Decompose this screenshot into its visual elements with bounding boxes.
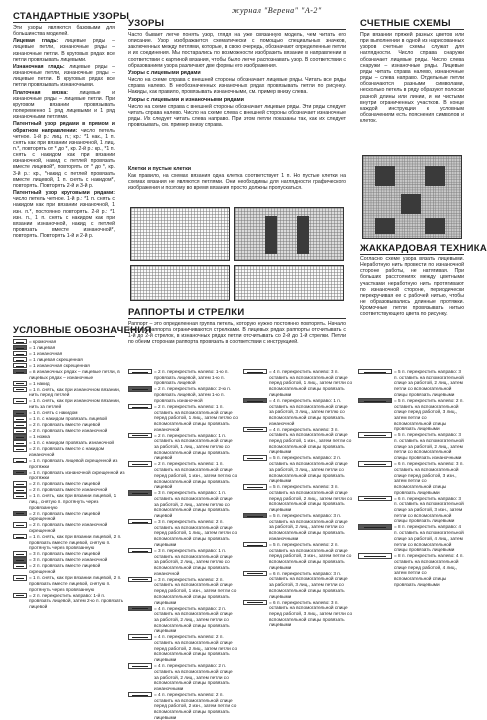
stitch-symbol-icon: [13, 422, 27, 427]
legend-row: [243, 571, 353, 600]
stitch-symbol-icon: [358, 398, 392, 403]
stitch-symbol-icon: [243, 427, 267, 432]
cells-paragraph: Как правило, на схемах вязания одна клетка соответствует 1 п. Но пустые клетки на схемах вязания не являются петлями. Они необходимы для наглядности графического изображения и поэтому во время вязания просто должны пропускаться.: [128, 173, 346, 192]
stitch-symbol-icon: [243, 484, 267, 489]
repeats-heading: РАППОРТЫ И СТРЕЛКИ: [128, 307, 245, 318]
legend-row: [128, 386, 238, 403]
stitch-symbol-icon: [358, 553, 392, 558]
legend-row: [358, 369, 465, 398]
legend-row: [128, 433, 238, 462]
knit-purl-example-chart: [234, 207, 344, 261]
stitch-symbol-icon: [128, 692, 152, 697]
stitch-symbol-icon: [358, 524, 392, 529]
stitch-symbol-icon: [13, 369, 27, 374]
chart-motif: [375, 218, 395, 234]
jacquard-text: Согласно схеме узора вязать лицевыми. Неработную нить провести по изнаночной стороне работы, не натягивая. При больших расстояниях между цветными участками неработную нить протягивают по изнаночной стороне, периодически перекручивая ее с рабочей нитью, чтобы не образовывались длинные протяжки. Кромочные петли провязывать нитью соответствующего цвета по рисунку.: [360, 256, 464, 318]
patent-round-paragraph: Патентный узор круговыми рядами: число петель четное. 1-й р.: *1 п. снять с накидом как при вязании изнаночной, 1 изн. п.*, постоянно повторять. 2-й р.: *1 изн. п., 1 п. снять с накидом как при вязании изнаночной, накид с петлей провязать вместе изнаночной*, повторять. Повторять 1-й и 2-й р.: [13, 190, 115, 240]
stitch-symbol-icon: [13, 522, 27, 527]
legend-row: [13, 398, 125, 409]
legend-row: [13, 458, 125, 469]
legend-row: [13, 522, 125, 533]
legend-row: [128, 606, 238, 635]
legend-text: = 2 п. провязать вместе лицевой: [29, 481, 101, 487]
heading-rule: [13, 22, 115, 23]
stitch-symbol-icon: [13, 470, 27, 475]
chart-motif: [425, 166, 445, 186]
stitch-symbol-icon: [128, 548, 152, 553]
legend-text: = 3 п. перекрестить направо: 1 п. оставить на вспомогательной спице за работой, 2 лиц., затем петлю со вспомогательной спицы провязать лицевой: [154, 490, 233, 519]
legend-row: [243, 484, 353, 513]
stitch-symbol-icon: [13, 428, 27, 433]
legend-row: [243, 455, 353, 484]
legend-row: [358, 496, 465, 525]
legend-row: [128, 548, 238, 577]
legend-row: [358, 524, 465, 553]
legend-row: [128, 404, 238, 433]
stitch-symbol-icon: [128, 461, 152, 466]
legend-text: = 6 п. перекрестить налево: 3 п. оставить на вспомогательной спице перед работой, 3 изн., затем петли со вспомогательной спицы провязать лицевыми: [394, 461, 464, 495]
legend-text: = 6 п. перекрестить налево: 3 п. оставить на вспомогательной спице перед работой, 3 лиц., затем петли со вспомогательной спицы провязать лицевыми: [269, 599, 353, 628]
legend-row: [13, 593, 125, 610]
chart-motif: [375, 166, 395, 186]
stitch-symbol-icon: [243, 369, 267, 374]
legend-text: = 2 п. провязать вместе лицевой скрещенной: [29, 563, 101, 575]
legend-text: = 8 п. перекрестить налево: 4 п. оставить на вспомогательной спице перед работой, 4 лиц., затем петли со вспомогательной спицы провязать лицевыми: [394, 553, 464, 587]
intro-paragraph: Эти узоры являются базовыми для большинства моделей.: [13, 25, 115, 38]
stitch-symbol-icon: [13, 446, 27, 451]
legend-text: = 5 п. перекрестить направо: 3 п. оставить на вспомогательной спице за работой, 2 лиц., затем петли со вспомогательной спицы провязать лицевыми: [394, 369, 464, 397]
legend-text: = 2 п. перекрестить налево: 1-ю п. провязать лицевой, затем 1-ю п. провязать лицевой: [154, 369, 229, 386]
legend-text: = кромочная: [29, 339, 57, 344]
legend-text: = 1 п. провязать лицевой скрещенной из протяжки: [29, 457, 118, 469]
legend-text: = 1 п. снять, как при вязании лицевой, 1 лиц., снятую п. протянуть через провязанную: [29, 493, 117, 510]
legend-text: = 6 п. перекрестить направо: 3 п. оставить на вспомогательной спице за работой, 3 лиц., затем петли со вспомогательной спицы провязать лицевыми: [269, 570, 348, 599]
legend-row: [243, 542, 353, 571]
legend-text: = 2 п. перекрестить направо: 1 п. оставить на вспомогательной спице за работой, 1 лиц., затем петлю со вспомогательной спицы провязать лицевой: [154, 432, 233, 461]
stitch-symbol-icon: [128, 433, 152, 438]
stitch-symbol-icon: [13, 363, 27, 368]
stitch-symbol-icon: [243, 455, 267, 460]
legend-row: [128, 577, 238, 606]
heading-rule: [360, 29, 464, 30]
chart-motif: [401, 194, 421, 214]
patterns-intro: Часто бывает легче понять узор, глядя на уже связанную модель, чем читать его описание. Узор изображается схематически с помощью специальных значков, заключенных между петлями, которые, в свою очередь, обозначают определенные петли и их соединения. Мы постарались по возможности изобразить вязание в направлении в соответствии с картиной вязания, чтобы было легче распознавать узор. В соответствии с образованием узора различают две формы его изображения.: [128, 32, 346, 69]
stockinette-paragraph: Лицевая гладь: лицевые ряды – лицевые петли, изнаночные ряды – изнаночные петли. В круговых рядах все петли провязывать лицевыми.: [13, 38, 115, 63]
legend-text: = 1 накид: [29, 380, 50, 386]
legend-text: = 4 п. перекрестить налево: 2 п. оставить на вспомогательной спице перед работой, 2 лиц., затем петли со вспомогательной спицы провязать лицевыми: [154, 634, 238, 663]
stitch-symbol-icon: [13, 357, 27, 362]
legend-row: [358, 461, 465, 495]
legend-text: = 5 п. перекрестить направо: 2 п. оставить на вспомогательной спице за работой, 3 лиц., затем петли со вспомогательной спицы провязать лицевыми: [269, 455, 348, 484]
stitch-symbol-icon: [128, 404, 152, 409]
legend-text: = 1 лицевая скрещенная: [29, 357, 83, 362]
legend-row: [13, 534, 125, 551]
stitch-symbol-icon: [13, 381, 27, 386]
stitch-symbol-icon: [13, 534, 27, 539]
legend-row: [128, 663, 238, 692]
legend-row: [128, 461, 238, 490]
jacquard-chart: [362, 155, 462, 239]
legend-text: = 4 п. перекрестить налево: 3 п. оставить на вспомогательной спице перед работой, 1 лиц., затем петли со вспомогательной спицы провязать лицевыми: [269, 369, 353, 397]
legend-row: [13, 416, 125, 422]
stitch-symbol-icon: [358, 369, 392, 374]
legend-row: [13, 434, 125, 440]
legend-text: = в изнаночных рядах – лицевые петли, в лицевых рядах – изнаночные: [29, 369, 120, 380]
stitch-symbol-icon: [128, 519, 152, 524]
legend-text: = 1 п. с накидом провязать лицевой: [29, 416, 107, 422]
standard-patterns-text: [13, 25, 115, 302]
legend-text: = 5 п. перекрестить налево: 2 п. оставить на вспомогательной спице перед работой, 3 лиц., затем петли со вспомогательной спицы провязать лицевыми: [394, 397, 464, 432]
stitch-symbol-icon: [13, 458, 27, 463]
stitch-symbol-icon: [13, 493, 27, 498]
cells-text: [128, 166, 346, 203]
legend-row: [13, 575, 125, 592]
stitch-symbol-icon: [13, 345, 27, 350]
legend-row: [13, 351, 125, 357]
legend-text: = 3 п. провязать вместе лицевой: [29, 551, 101, 557]
legend-text: = 2 п. перекрестить налево: 1 п. оставить на вспомогательной спице перед работой, 1 изн., затем петлю со вспомогательной спицы провязать лицевой: [154, 461, 238, 490]
legend-text: = 1 п. снять, как при вязании лицевой, 2 п. провязать вместе лицевой, снятую п. протянуть через провязанную: [29, 534, 122, 551]
legend-text: = 1 ножка: [29, 434, 50, 440]
stitch-symbol-icon: [13, 563, 27, 568]
stitch-symbol-icon: [13, 481, 27, 486]
counting-charts-heading: СЧЕТНЫЕ СХЕМЫ: [360, 18, 451, 29]
legend-row: [13, 493, 125, 510]
stitch-symbol-icon: [128, 490, 152, 495]
chart-motif: [425, 218, 445, 234]
stitch-symbol-icon: [128, 369, 152, 374]
stitch-symbol-icon: [358, 461, 392, 466]
legend-text: = 4 п. перекрестить направо: 2 п. оставить на вспомогательной спице за работой, 2 лиц., затем петли со вспомогательной спицы провязать лицевыми: [154, 605, 233, 634]
legend-text: = 2 п. провязать вместе лицевой скрещенной: [29, 510, 101, 522]
stitch-symbol-icon: [128, 606, 152, 611]
stitch-symbol-icon: [128, 577, 152, 582]
standard-patterns-heading: СТАНДАРТНЫЕ УЗОРЫ: [13, 11, 130, 22]
legend-row: [13, 387, 125, 398]
legend-text: = 2 п. перекрестить налево: 1 п. оставить на вспомогательной спице перед работой, 1 лиц., затем петлю со вспомогательной спицы провязать изнаночной: [154, 403, 238, 432]
legend-row: [13, 410, 125, 416]
cells-subheading: Клетки и пустые клетки: [128, 166, 192, 172]
legend-text: = 3 п. перекрестить направо: 1 п. оставить на вспомогательной спице за работой, 2 лиц., затем петлю со вспомогательной спицы провязать изнаночной: [154, 547, 233, 576]
legend-text: = 1 п. снять с накидом: [29, 410, 78, 416]
heading-rule: [128, 318, 346, 319]
legend-row: [13, 357, 125, 363]
legend-text: = 5 п. перекрестить налево: 2 п. оставить на вспомогательной спице перед работой, 3 изн., затем петли со вспомогательной спицы провязать лицевыми: [269, 541, 352, 570]
legend-text: = 5 п. перекрестить направо: 3 п. оставить на вспомогательной спице за работой, 2 лиц., затем петли со вспомогательной спицы провязать изнаночными: [269, 513, 348, 541]
heading-rule: [128, 29, 346, 30]
legend-row: [243, 369, 353, 398]
legend-row: [13, 369, 125, 380]
legend-row: [13, 422, 125, 428]
knit-rows-subheading: Узоры с лицевыми рядами: [128, 69, 201, 76]
stitch-symbol-icon: [243, 571, 267, 576]
knit-rows-example-chart: [130, 207, 230, 261]
chart-motif: [297, 216, 309, 254]
legend-text: = 4 п. перекрестить направо: 1 п. оставить на вспомогательной спице за работой, 3 лиц., затем петлю со вспомогательной спицы провязать изнаночной: [269, 397, 348, 426]
knit-purl-rows-text: Число на схеме справа с внешней стороны обозначает лицевые ряды. Эти ряды следует читать справа налево. Число на схеме слева с внешней стороны обозначает изнаночные ряды. Их следует читать слева направо. При этом петли показаны так, как их следует провязывать, см. пример внизу справа.: [128, 103, 346, 129]
knit-rows-text: Число на схеме справа с внешней стороны обозначает лицевые ряды. Читать все ряды справа налево. В необозначенных изнаночных рядах провязывать петли по рисунку. Накиды, как правило, провязывать изнаночными, см. пример внизу слева.: [128, 77, 346, 96]
counting-charts-text: При вязании пряжей разных цветов или при выполнении в одной из нарисованных узоров счетные схемы служат для наглядности. Число справа снаружи обозначает лицевые ряды. Число слева снаружи – изнаночные ряды. Лицевые ряды читать справа налево, изнаночные ряды – слева направо. Отдельные петли обозначаются разными символами, несколько петель в ряду образуют полоски разной длины или линии, и ни чистыми внутри ограниченных участков. В конце каждой инструкции к условным обозначениям есть пояснения символов и клеток.: [360, 32, 464, 125]
legend-text: = 1 лицевая: [29, 345, 56, 350]
legend-text: = 4 п. перекрестить направо: 2 п. оставить на вспомогательной спице за работой, 2 лиц., затем петли со вспомогательной спицы провязать изнаночными: [154, 663, 233, 691]
legend-text: = 3 п. перекрестить налево: 2 п. оставить на вспомогательной спице перед работой, 1 лиц., затем петли со вспомогательной спицы провязать лицевыми: [154, 519, 238, 547]
legend-text: = 2 п. провязать вместе с накидом изнаночной: [29, 446, 105, 457]
jacquard-heading: ЖАККАРДОВАЯ ТЕХНИКА: [360, 243, 487, 254]
legend-row: [243, 427, 353, 456]
legend-column-c: [243, 369, 353, 695]
stitch-symbol-icon: [13, 339, 27, 344]
repeat-example-chart: [234, 265, 344, 301]
stitch-symbol-icon: [13, 434, 27, 439]
legend-row: [13, 511, 125, 522]
heading-rule: [13, 336, 115, 337]
legend-row: [358, 398, 465, 432]
legend-text: = 4 п. перекрестить налево: 3 п. оставить на вспомогательной спице перед работой, 1 изн., затем петли со вспомогательной спицы провязать лицевыми: [269, 426, 352, 455]
stitch-symbol-icon: [358, 496, 392, 501]
stitch-symbol-icon: [13, 557, 27, 562]
heading-rule: [360, 254, 464, 255]
legend-column-a: [13, 339, 125, 695]
legend-row: [13, 339, 125, 345]
legend-row: [128, 490, 238, 519]
stitch-symbol-icon: [13, 410, 27, 415]
repeats-text: Раппорт – это определенная группа петель, которую нужно постоянно повторять. Начало и конец раппорта ограничиваются стрелками. В лицевых рядах раппорты отсчитывать с 1-й до 2-й стрелок, в изнаночных рядах петли отсчитывать со 2-й до 1-й стрелки. Петли по обеим сторонам раппорта провязать в соответствии с инструкцией.: [128, 321, 346, 346]
empty-cells-example-chart: [130, 265, 230, 301]
legend-text: = 2 п. перекрестить направо: 1-й п. провязать лицевой, затем 2-ю п. провязать лицевой: [29, 592, 124, 609]
stitch-symbol-icon: [13, 593, 27, 598]
legend-row: [13, 440, 125, 446]
legend-text: = 1 п. снять, как при изнаночном вязании, нить за петлей: [29, 398, 121, 410]
stitch-symbol-icon: [13, 551, 27, 556]
legend-text: = 1 изнаночная: [29, 351, 63, 356]
legend-column-d: [358, 369, 465, 695]
stitch-symbol-icon: [128, 634, 152, 639]
stitch-symbol-icon: [13, 398, 27, 403]
stitch-symbol-icon: [13, 387, 27, 392]
legend-heading: УСЛОВНЫЕ ОБОЗНАЧЕНИЯ: [13, 325, 152, 336]
patterns-text: [128, 32, 346, 164]
legend-text: = 6 п. перекрестить направо: 3 п. оставить на вспомогательной спице за работой, 3 изн., затем петли со вспомогательной спицы провязать лицевыми: [394, 495, 464, 524]
chart-motif: [265, 216, 277, 254]
legend-row: [243, 398, 353, 427]
stitch-symbol-icon: [243, 513, 267, 518]
legend-text: = 3 п. провязать вместе изнаночной: [29, 557, 108, 563]
legend-text: = 2 п. провязать вместе изнаночной: [29, 428, 108, 434]
legend-row: [13, 363, 125, 369]
legend-text: = 8 п. перекрестить направо: 4 п. оставить на вспомогательной спице за работой, 4 лиц., затем петли со вспомогательной спицы провязать лицевыми: [394, 524, 464, 553]
legend-row: [243, 513, 353, 542]
patterns-heading: УЗОРЫ: [128, 18, 165, 29]
legend-text: = 5 п. перекрестить направо: 3 п. оставить на вспомогательной спице за работой, 2 лиц., затем петли со вспомогательной спицы провязать изнаночными: [394, 432, 464, 461]
stitch-symbol-icon: [13, 440, 27, 445]
garter-paragraph: Платочная вязка: лицевые и изнаночные ряды – лицевые петли. При круговом вязании провязывать попеременно 1 ряд лицевыми и 1 ряд изнаночными петлями.: [13, 89, 115, 121]
legend-text: = 2 п. провязать вместе изнаночной: [29, 487, 108, 493]
legend-text: = 3 п. перекрестить налево: 2 п. оставить на вспомогательной спице перед работой, 1 изн., затем петли со вспомогательной спицы провязать лицевыми: [154, 576, 237, 605]
stitch-symbol-icon: [13, 575, 27, 580]
legend-text: = 1 п. провязать изнаночной скрещенной из протяжки: [29, 469, 125, 481]
legend-row: [128, 634, 238, 663]
legend-row: [128, 519, 238, 548]
legend-text: = 1 п. снять, как при вязании лицевой, 2 п. провязать вместе лицевой, снятую п. протянуть через провязанную: [29, 575, 122, 592]
legend-row: [243, 600, 353, 629]
legend-row: [358, 553, 465, 587]
legend-row: [13, 381, 125, 387]
stitch-symbol-icon: [13, 487, 27, 492]
legend-row: [13, 428, 125, 434]
legend-text: = 2 п. провязать вместе лицевой: [29, 422, 101, 428]
legend-text: = 2 п. провязать вместе изнаночной скрещенной: [29, 522, 108, 534]
legend-row: [13, 563, 125, 574]
stitch-symbol-icon: [243, 398, 267, 403]
legend-row: [358, 432, 465, 461]
legend-text: = 5 п. перекрестить налево: 3 п. оставить на вспомогательной спице перед работой, 2 лиц., затем петли со вспомогательной спицы провязать лицевыми: [269, 484, 353, 513]
stitch-symbol-icon: [243, 600, 267, 605]
stitch-symbol-icon: [243, 542, 267, 547]
legend-row: [13, 470, 125, 481]
legend-text: = 1 п. снять, как при изнаночном вязании, нить перед петлей: [29, 386, 121, 398]
stitch-symbol-icon: [13, 351, 27, 356]
legend-column-b: [128, 369, 238, 720]
knit-purl-rows-subheading: Узоры с лицевыми и изнаночными рядами: [128, 96, 244, 103]
stitch-symbol-icon: [358, 432, 392, 437]
stitch-symbol-icon: [128, 663, 152, 668]
legend-row: [128, 692, 238, 720]
legend-row: [13, 345, 125, 351]
patent-rows-paragraph: Патентный узор рядами в прямом и обратном направлении: число петель четное. 1-й р.: лиц. п.; кр.: *1 нак., 1 п. снять как при вязании изнаночной, 1 лиц. п.*, повторять от * до *, кр. 2-й р.: кр., *1 п. снять с накидом как при вязании изнаночной, накид с петлей провязать вместе лицевой*, повторять от * до *, кр. 3-й р.: кр., *накид с петлей провязать вместе лицевой, 1 п. снять с накидом*, повторять. Повторять 2-й и 3-й р.: [13, 121, 115, 189]
legend-text: = 1 изнаночная скрещенная: [29, 363, 90, 368]
stitch-symbol-icon: [128, 386, 152, 391]
magazine-header: журнал "Верена" "А-2": [232, 6, 322, 15]
legend-row: [13, 446, 125, 457]
legend-text: = 4 п. перекрестить налево: 2 п. оставить на вспомогательной спице перед работой, 2 изн., затем петли со вспомогательной спицы провязать лицевыми: [154, 691, 237, 720]
legend-text: = 1 п. с накидом провязать изнаночной: [29, 440, 115, 446]
stitch-symbol-icon: [13, 416, 27, 421]
stitch-symbol-icon: [13, 511, 27, 516]
legend-text: = 2 п. перекрестить направо: 2-ю п. провязать лицевой, затем 1-ю п. провязать изнаночной: [154, 386, 232, 403]
reverse-stockinette-paragraph: Изнаночная гладь: лицевые ряды – изнаночные петли, изнаночные ряды – лицевые петли. В круговых рядах все петли провязывать изнаночными.: [13, 63, 115, 89]
legend-row: [128, 369, 238, 386]
